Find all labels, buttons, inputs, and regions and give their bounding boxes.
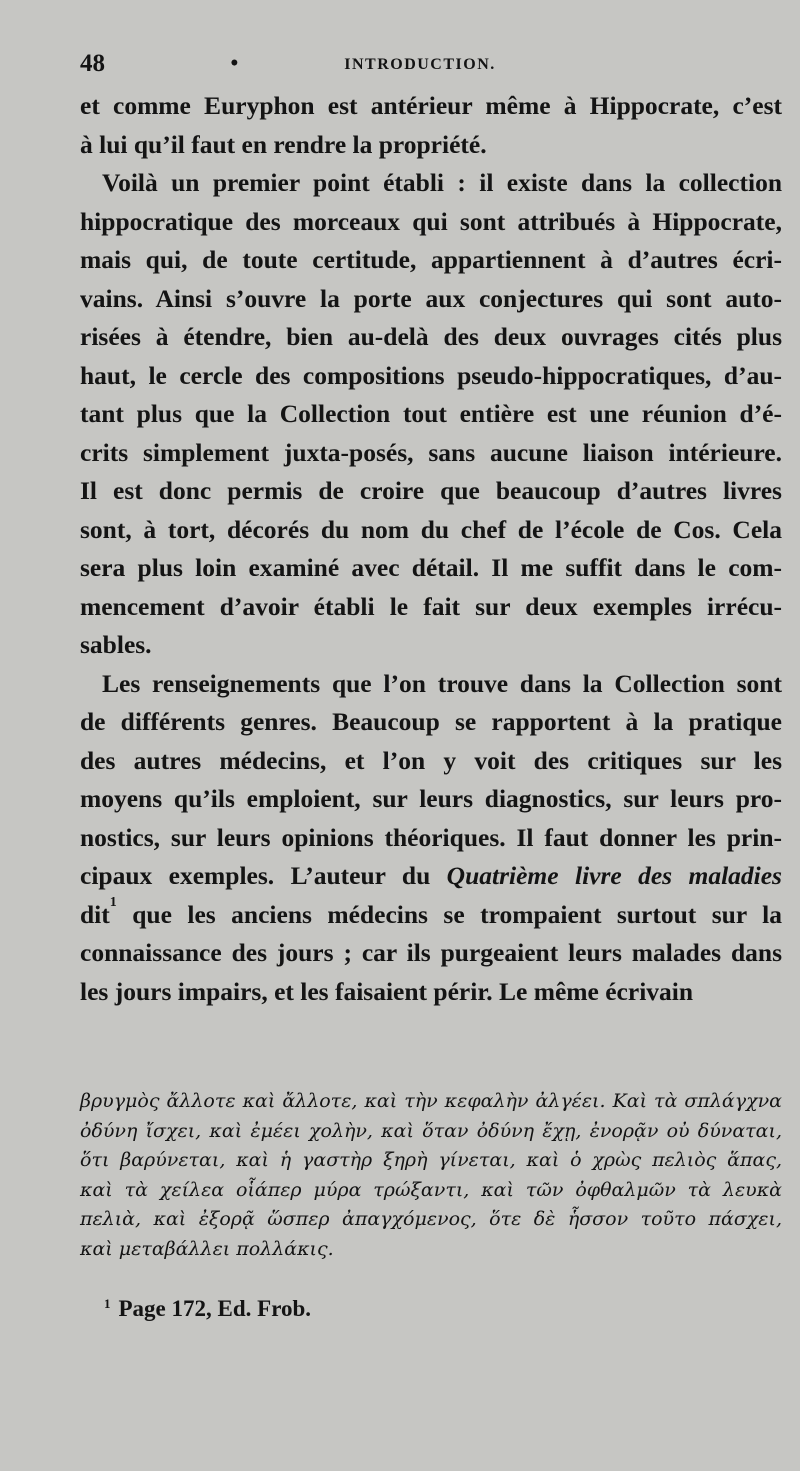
greek-line: ὀδύνη ἴσχει, καὶ ἐμέει χολὴν, καὶ ὅταν ὀδύνη ἔχῃ, ἐνορᾷν οὐ δύναται, [80,1119,782,1142]
greek-line: ὅτι βαρύνεται, καὶ ἡ γαστὴρ ξηρὴ γίνεται, καὶ ὁ χρὼς πελιὸς ἅπας, [80,1149,782,1171]
text-line [80,896,782,935]
running-head: INTRODUCTION. [344,56,496,73]
text-line: hippocratique des morceaux qui sont attribués à Hippocrate, [80,206,782,236]
footnote [104,1296,311,1322]
text-line: Les renseignements que l’on trouve dans la Collection sont [102,668,782,698]
text-line: Voilà un premier point établi : il existe dans la collection [102,168,782,197]
work-title: Quatrième livre des maladies [446,861,782,890]
text-line: des autres médecins, et l’on y voit des critiques sur les [80,745,782,775]
text-line: sera plus loin examiné avec détail. Il me suffit dans le com- [80,553,782,582]
text-segment: que les anciens médecins se trompaient surtout sur la [116,899,782,929]
text-line: connaissance des jours ; car ils purgeaient leurs malades dans [80,938,782,967]
text-line: moyens qu’ils emploient, sur leurs diagnostics, sur leurs pro- [80,784,782,813]
text-line: haut, le cercle des compositions pseudo-hippocratiques, d’au- [80,360,782,390]
footnote-marker: 1 [104,1296,111,1311]
text-line: nostics, sur leurs opinions théoriques. Il faut donner les prin- [80,822,782,852]
text-line: mais qui, de toute certitude, appartiennent à d’autres écri- [80,245,782,274]
text-line: crits simplement juxta-posés, sans aucune liaison intérieure. [80,437,782,467]
greek-line: βρυγμὸς ἄλλοτε καὶ ἄλλοτε, καὶ τὴν κεφαλὴν ἀλγέει. Καὶ τὰ σπλάγχνα [80,1090,782,1112]
text-segment: dit [80,899,110,929]
greek-line: πελιὰ, καὶ ἐξορᾷ ὥσπερ ἀπαγχόμενος, ὅτε δὲ ἧσσον τοῦτο πάσχει, [80,1208,782,1230]
text-segment: cipaux exemples. L’auteur du [80,861,447,890]
page-header [80,50,760,80]
text-line [80,857,782,896]
text-line: risées à étendre, bien au-delà des deux ouvrages cités plus [80,322,782,351]
main-text [80,87,782,1011]
greek-line: καὶ τὰ χείλεα οἷάπερ μύρα τρώξαντι, καὶ τῶν ὀφθαλμῶν τὰ λευκὰ [80,1178,782,1201]
text-line: mencement d’avoir établi le fait sur deux exemples irrécu- [80,591,782,621]
text-line: vains. Ainsi s’ouvre la porte aux conjectures qui sont auto- [80,283,782,313]
text-line: les jours impairs, et les faisaient périr. Le même écrivain [80,976,694,1006]
text-line: tant plus que la Collection tout entière est une réunion d’é- [80,399,782,428]
greek-quotation [80,1087,782,1264]
header-dot: • [230,50,239,77]
page-number: 48 [80,50,105,77]
text-line: sont, à tort, décorés du nom du chef de l’école de Cos. Cela [80,514,782,544]
greek-line: καὶ μεταβάλλει πολλάκις. [80,1237,334,1260]
text-line: Il est donc permis de croire que beaucoup d’autres livres [80,476,782,505]
text-line: à lui qu’il faut en rendre la propriété. [80,129,487,159]
footnote-text: Page 172, Ed. Frob. [118,1296,312,1321]
footnote-reference: 1 [109,894,117,910]
text-line: et comme Euryphon est antérieur même à Hippocrate, c’est [80,91,782,120]
text-line: sables. [80,630,152,659]
text-line: de différents genres. Beaucoup se rapportent à la pratique [80,707,782,736]
